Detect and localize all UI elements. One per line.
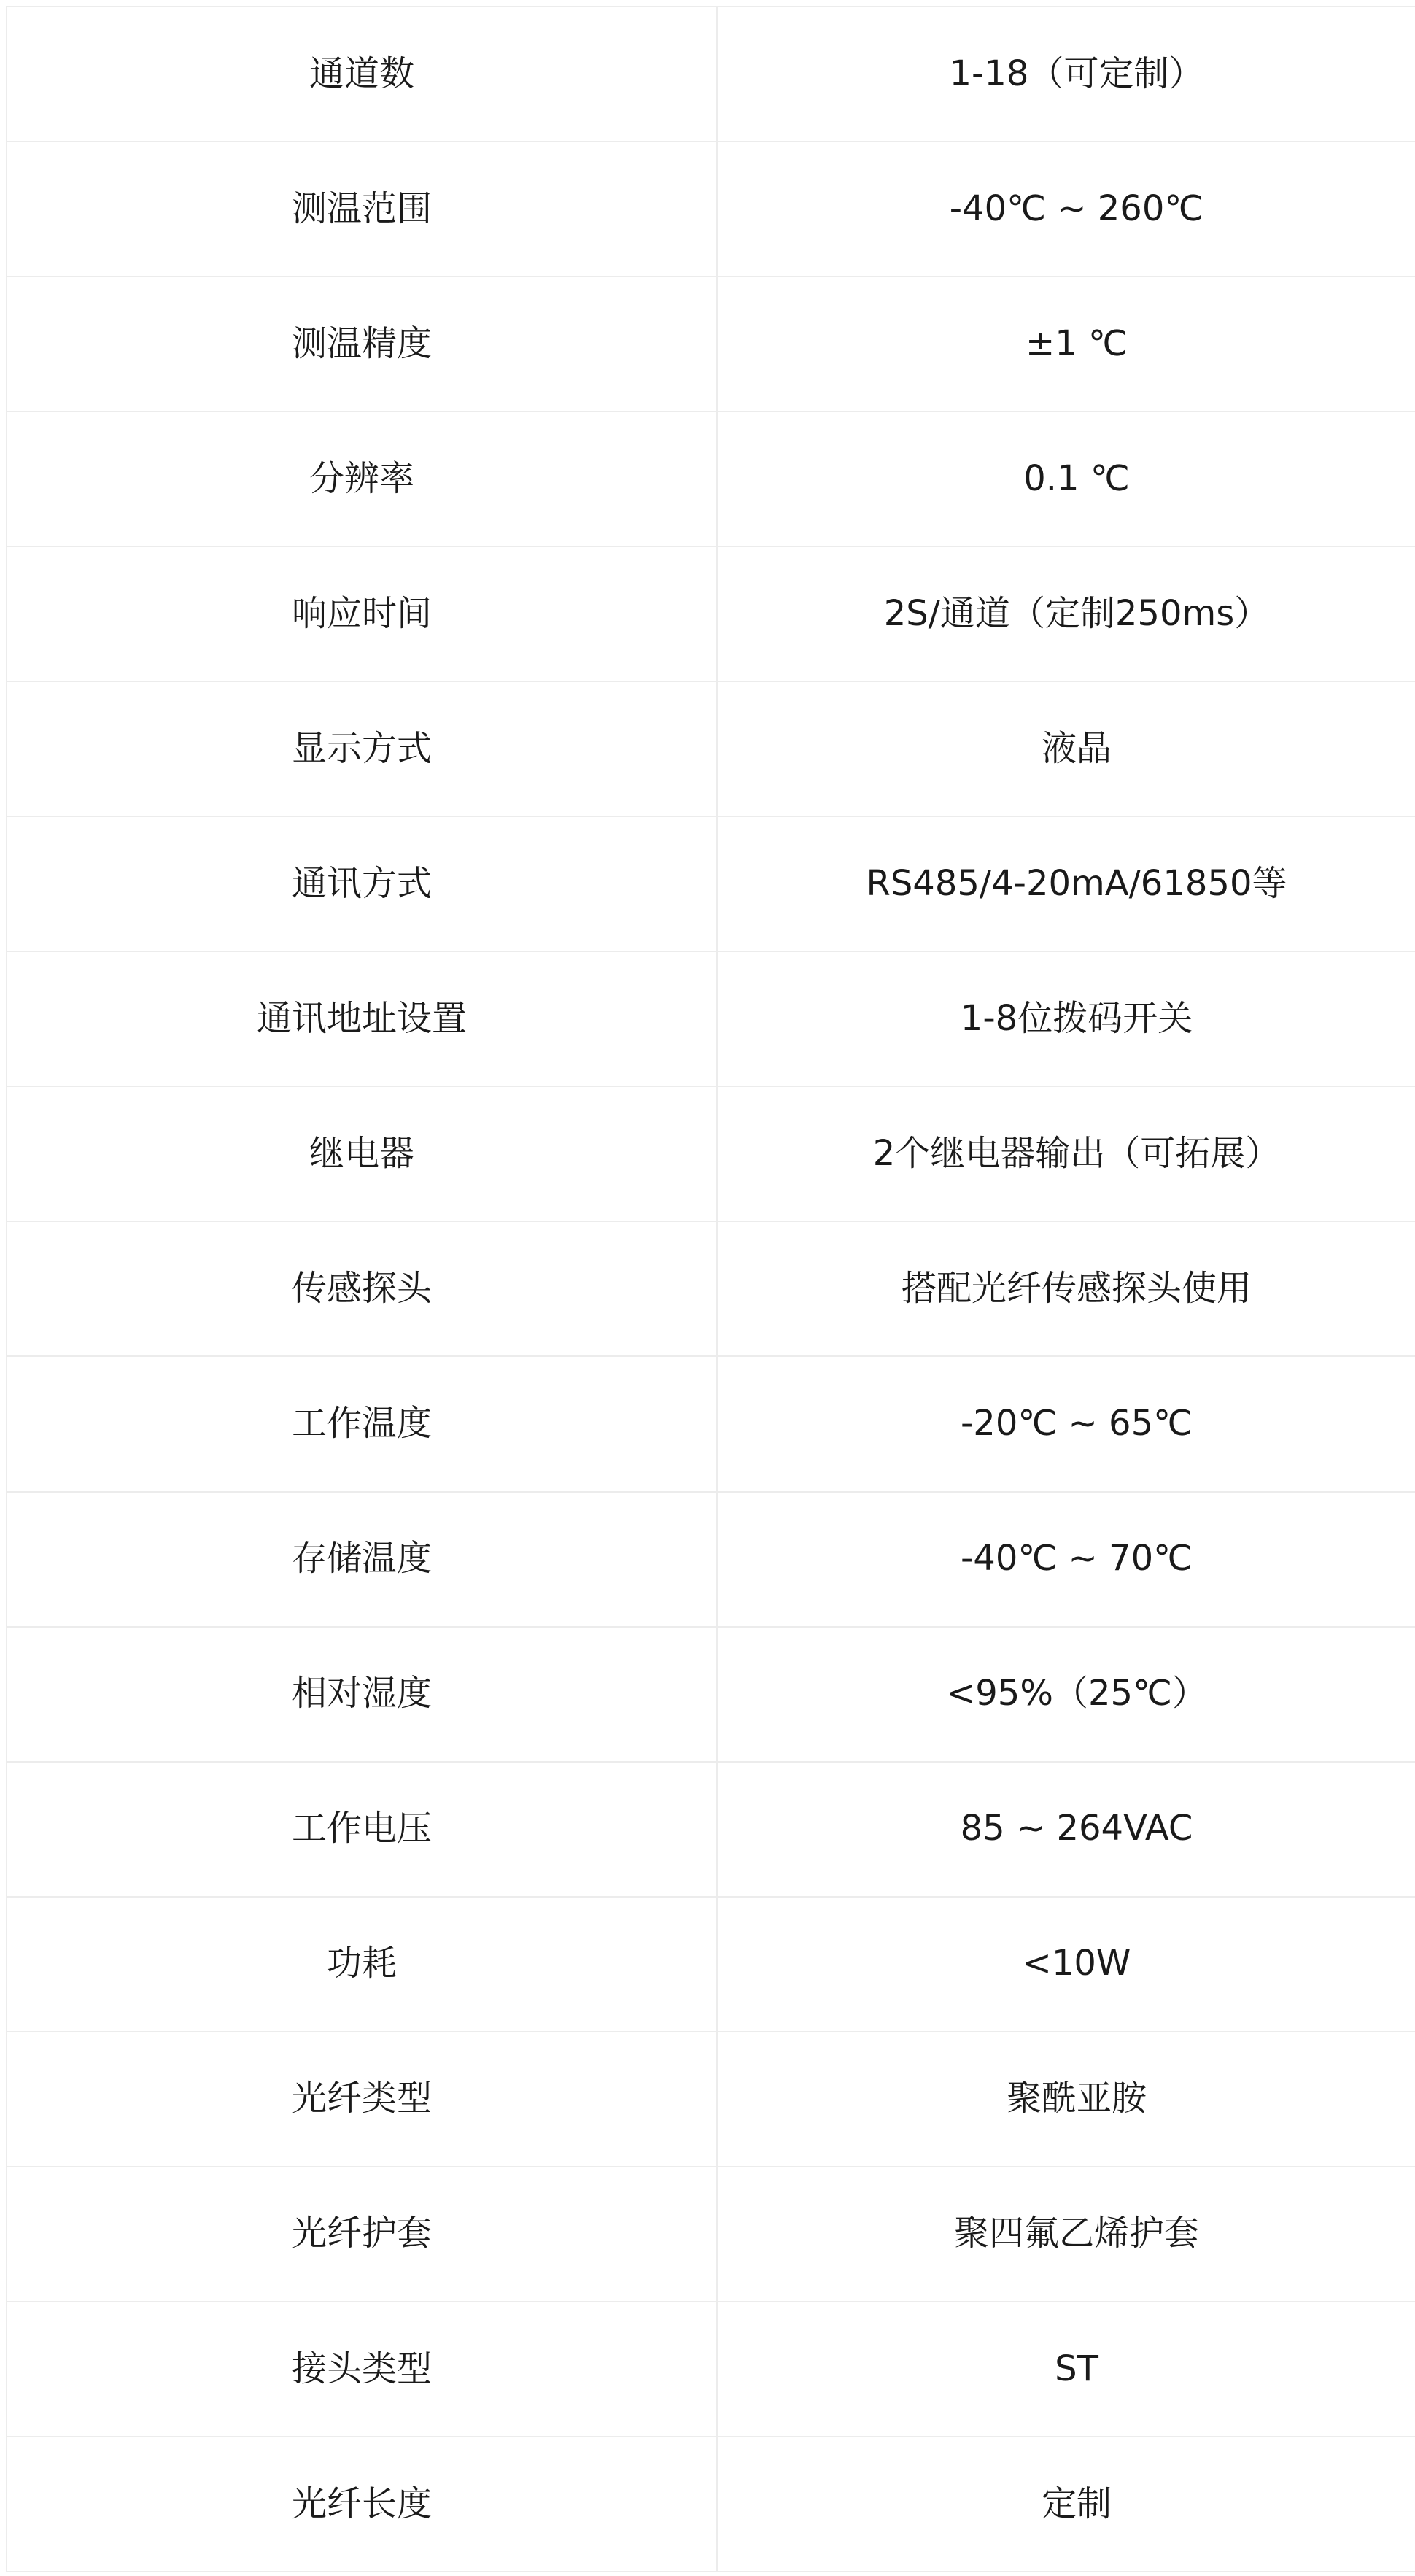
param-cell: 分辨率 [7, 411, 717, 546]
value-cell: 0.1 ℃ [717, 411, 1415, 546]
value-cell: -40℃ ~ 70℃ [717, 1492, 1415, 1627]
param-cell: 继电器 [7, 1086, 717, 1221]
value-cell: <95%（25℃） [717, 1627, 1415, 1762]
param-cell: 工作电压 [7, 1762, 717, 1897]
param-cell: 接头类型 [7, 2302, 717, 2437]
param-cell: 通道数 [7, 7, 717, 142]
param-cell: 存储温度 [7, 1492, 717, 1627]
param-cell: 功耗 [7, 1897, 717, 2032]
param-cell: 响应时间 [7, 546, 717, 681]
value-cell: RS485/4-20mA/61850等 [717, 816, 1415, 951]
param-cell: 显示方式 [7, 681, 717, 816]
table-row [7, 1492, 1415, 1627]
param-cell: 传感探头 [7, 1221, 717, 1356]
param-cell: 通讯地址设置 [7, 951, 717, 1086]
param-cell: 光纤护套 [7, 2167, 717, 2302]
table-row [7, 2167, 1415, 2302]
table-row [7, 2032, 1415, 2167]
value-cell: <10W [717, 1897, 1415, 2032]
table-row [7, 1221, 1415, 1356]
value-cell: 1-8位拨码开关 [717, 951, 1415, 1086]
param-cell: 测温精度 [7, 276, 717, 411]
value-cell: 搭配光纤传感探头使用 [717, 1221, 1415, 1356]
value-cell: -20℃ ~ 65℃ [717, 1356, 1415, 1491]
value-cell: 85 ~ 264VAC [717, 1762, 1415, 1897]
table-row [7, 951, 1415, 1086]
table-row [7, 681, 1415, 816]
value-cell: 聚四氟乙烯护套 [717, 2167, 1415, 2302]
param-cell: 测温范围 [7, 142, 717, 276]
value-cell: 2S/通道（定制250ms） [717, 546, 1415, 681]
value-cell: 液晶 [717, 681, 1415, 816]
spec-table-body [7, 7, 1415, 2572]
param-cell: 通讯方式 [7, 816, 717, 951]
table-row [7, 1086, 1415, 1221]
table-row [7, 142, 1415, 276]
value-cell: 1-18（可定制） [717, 7, 1415, 142]
param-cell: 光纤长度 [7, 2437, 717, 2572]
table-row [7, 1356, 1415, 1491]
value-cell: ±1 ℃ [717, 276, 1415, 411]
table-row [7, 1762, 1415, 1897]
param-cell: 相对湿度 [7, 1627, 717, 1762]
spec-table [6, 6, 1415, 2572]
table-row [7, 2437, 1415, 2572]
table-row [7, 546, 1415, 681]
table-row [7, 1627, 1415, 1762]
value-cell: -40℃ ~ 260℃ [717, 142, 1415, 276]
table-row [7, 7, 1415, 142]
table-row [7, 816, 1415, 951]
value-cell: ST [717, 2302, 1415, 2437]
value-cell: 2个继电器输出（可拓展） [717, 1086, 1415, 1221]
table-row [7, 2302, 1415, 2437]
table-row [7, 276, 1415, 411]
value-cell: 聚酰亚胺 [717, 2032, 1415, 2167]
param-cell: 工作温度 [7, 1356, 717, 1491]
param-cell: 光纤类型 [7, 2032, 717, 2167]
value-cell: 定制 [717, 2437, 1415, 2572]
table-row [7, 411, 1415, 546]
table-row [7, 1897, 1415, 2032]
